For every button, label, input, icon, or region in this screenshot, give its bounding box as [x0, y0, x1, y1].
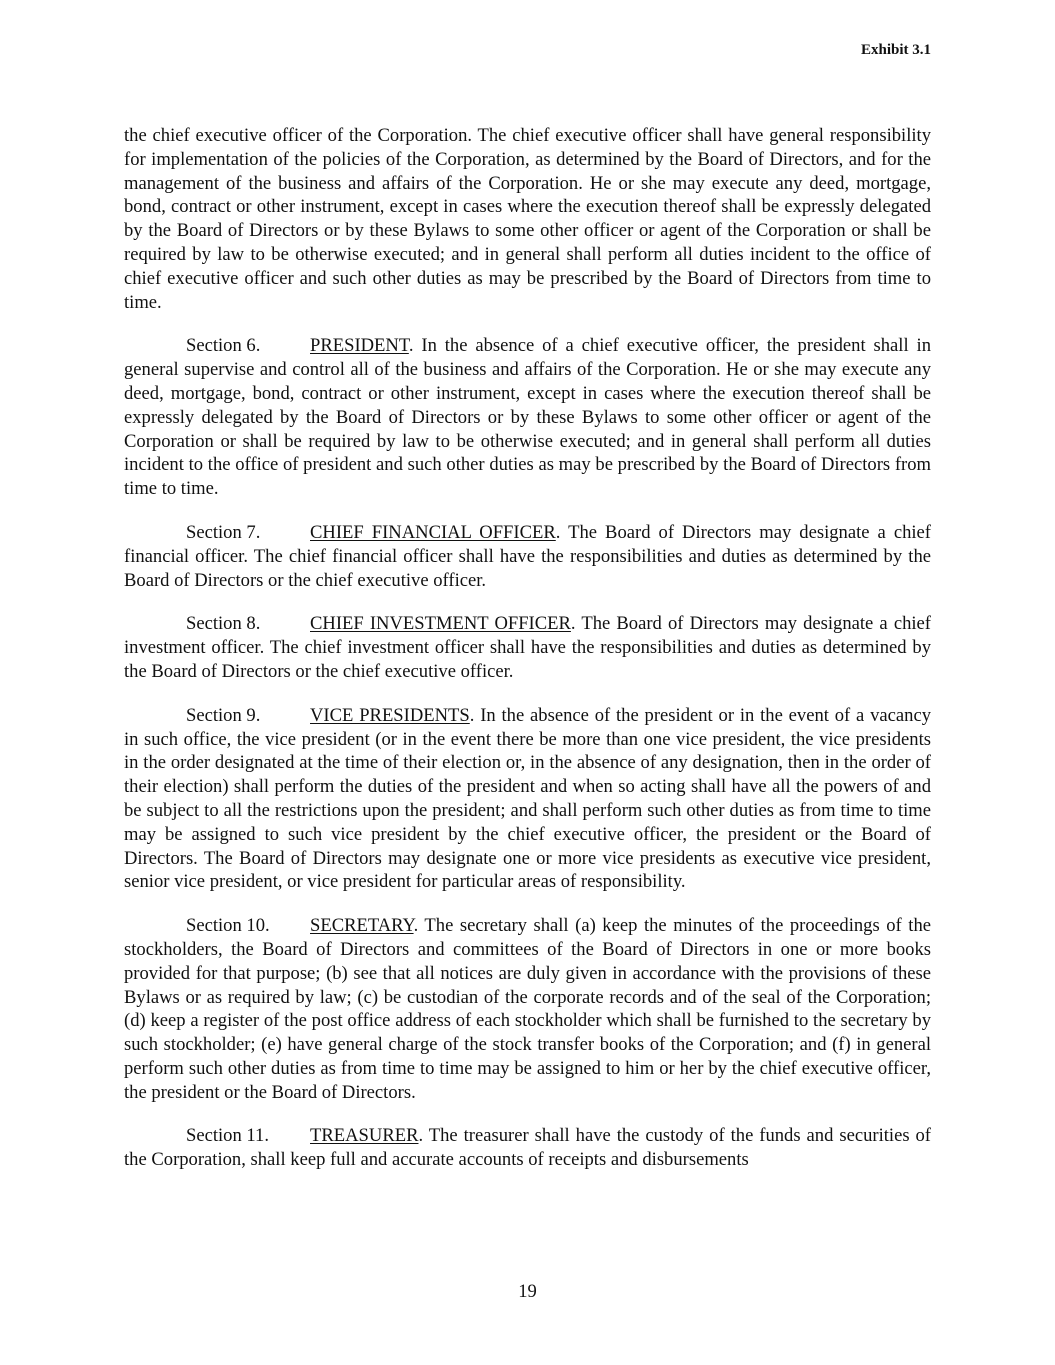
section-body: . The secretary shall (a) keep the minutes of the proceedings of the stockholders, the Board of Directors and committees of the Board of Directors in one or more books provided for that purpose; (b) see that all notices are duly given in accordance with the provisions of these Bylaws or as required by law; (c) be custodian of the corporate records and of the seal of the Corporation; (d) keep a register of the post office address of each stockholder which shall be furnished to the secretary by such stockholder; (e) have general charge of the stock transfer books of the Corporation; and (f) in general perform such other duties as from time to time may be assigned to him or her by the chief executive officer, the president or the Board of Directors.: [124, 915, 931, 1103]
section-title: SECRETARY: [310, 915, 414, 937]
document-body: [124, 124, 931, 1192]
section-body: . In the absence of the president or in the event of a vacancy in such office, the vice president (or in the event there be more than one vice president, the vice presidents in the order designated at the time of their election or, in the absence of any designation, then in the order of their election) shall perform the duties of the president and when so acting shall have all the powers of and be subject to all the restrictions upon the president; and shall perform such other duties as from time to time may be assigned to such vice president by the chief executive officer, the president or the Board of Directors. The Board of Directors may designate one or more vice presidents as executive vice president, senior vice president, or vice president for particular areas of responsibility.: [124, 704, 932, 893]
section-10-paragraph: [124, 914, 931, 1104]
intro-paragraph: the chief executive officer of the Corporation. The chief executive officer shall have general responsibility for implementation of the policies of the Corporation, as determined by the Board of Directors, and for the management of the business and affairs of the Corporation. He or she may execute any deed, mortgage, bond, contract or other instrument, except in cases where the execution thereof shall be expressly delegated by the Board of Directors or by these Bylaws to some other officer or agent of the Corporation or shall be required by law to be otherwise executed; and in general shall perform all duties incident to the office of chief executive officer and such other duties as may be prescribed by the Board of Directors from time to time.: [124, 125, 931, 313]
section-body: . In the absence of a chief executive officer, the president shall in general supervise and control all of the business and affairs of the Corporation. He or she may execute any deed, mortgage, bond, contract or other instrument, except in cases where the execution thereof shall be expressly delegated by the Board of Directors or by these Bylaws to some other officer or agent of the Corporation or shall be required by law to be otherwise executed; and in general shall perform all duties incident to the office of president and such other duties as may be prescribed by the Board of Directors from time to time.: [124, 335, 931, 500]
section-body: . The Board of Directors may designate a chief financial officer. The chief financial officer shall have the responsibilities and duties as determined by the Board of Directors or the chief executive officer.: [124, 521, 931, 591]
section-6-paragraph: [124, 334, 931, 501]
section-title: CHIEF INVESTMENT OFFICER: [310, 613, 571, 635]
section-title: PRESIDENT: [310, 335, 409, 357]
section-11-paragraph: [124, 1124, 931, 1172]
section-8-paragraph: [124, 612, 931, 683]
section-9-paragraph: [124, 704, 931, 894]
section-number: Section 11.: [186, 1125, 269, 1147]
section-body: . The Board of Directors may designate a chief investment officer. The chief investment officer shall have the responsibilities and duties as determined by the Board of Directors or the chief executive officer.: [124, 613, 931, 682]
section-number: Section 7.: [186, 521, 261, 543]
section-number: Section 10.: [186, 915, 270, 937]
section-number: Section 9.: [186, 704, 261, 726]
section-title: TREASURER: [310, 1125, 419, 1147]
section-7-paragraph: [124, 521, 931, 592]
section-body: . The treasurer shall have the custody of the funds and securities of the Corporation, shall keep full and accurate accounts of receipts and disbursements: [124, 1125, 931, 1171]
section-number: Section 8.: [186, 613, 261, 635]
page-number: 19: [518, 1281, 537, 1302]
section-title: CHIEF FINANCIAL OFFICER: [310, 521, 556, 543]
exhibit-label: Exhibit 3.1: [860, 42, 931, 58]
section-number: Section 6.: [186, 335, 261, 357]
section-title: VICE PRESIDENTS: [310, 704, 470, 726]
